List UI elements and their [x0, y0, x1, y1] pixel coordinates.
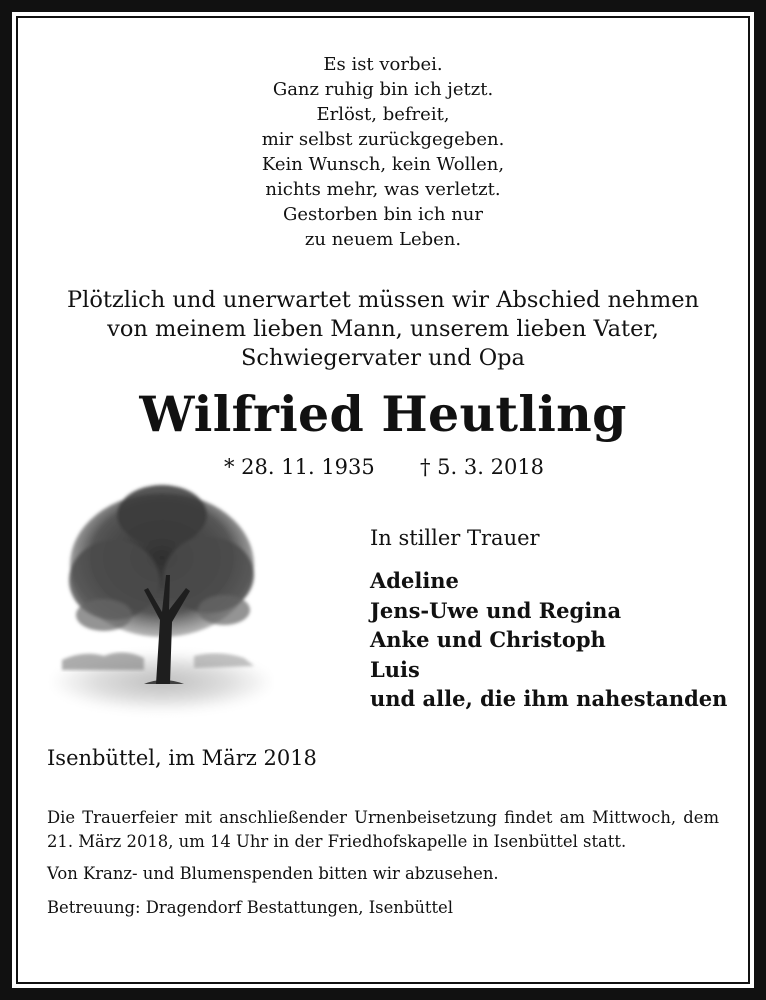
poem-line: nichts mehr, was verletzt. — [265, 179, 501, 200]
poem-line: mir selbst zurückgegeben. — [261, 129, 505, 150]
poem-line: Ganz ruhig bin ich jetzt. — [272, 79, 494, 100]
poem-line: zu neuem Leben. — [304, 229, 462, 250]
ceremony-notice: Die Trauerfeier mit anschließender Urnenbeisetzung findet am Mittwoch, dem 21. März 2018, um 14 Uhr in der Friedhofskapelle in Isenbüttel statt. — [47, 808, 719, 851]
poem-line: Kein Wunsch, kein Wollen, — [261, 154, 505, 175]
intro-line: Plötzlich und unerwartet müssen wir Abschied nehmen — [66, 287, 700, 313]
poem-line: Erlöst, befreit, — [316, 104, 450, 125]
mourner-name: Jens-Uwe und Regina — [370, 597, 622, 623]
announcement-intro — [0, 286, 766, 373]
mourner-name: Adeline — [370, 568, 459, 593]
mourners-list — [370, 566, 727, 714]
tree-in-misty-field-icon — [44, 470, 274, 720]
donations-notice: Von Kranz- und Blumenspenden bitten wir abzusehen. — [47, 864, 499, 883]
mourner-name: Luis — [370, 656, 420, 682]
mourners-heading: In stiller Trauer — [370, 526, 540, 550]
poem-line: Gestorben bin ich nur — [283, 204, 483, 225]
funeral-home-notice: Betreuung: Dragendorf Bestattungen, Isenbüttel — [47, 898, 454, 917]
mourner-name: und alle, die ihm nahestanden — [370, 686, 728, 711]
mourner-name: Anke und Christoph — [370, 627, 606, 652]
death-date: † 5. 3. 2018 — [420, 455, 545, 479]
birth-date: * 28. 11. 1935 — [224, 455, 375, 479]
poem-line: Es ist vorbei. — [323, 54, 443, 75]
intro-line: von meinem lieben Mann, unserem lieben Vater, — [107, 316, 659, 342]
funeral-info — [47, 806, 719, 920]
poem — [0, 52, 766, 252]
deceased-name: Wilfried Heutling — [139, 385, 627, 443]
mourners-block — [370, 524, 727, 714]
place-and-date: Isenbüttel, im März 2018 — [47, 746, 317, 770]
intro-line: Schwiegervater und Opa — [241, 345, 525, 371]
